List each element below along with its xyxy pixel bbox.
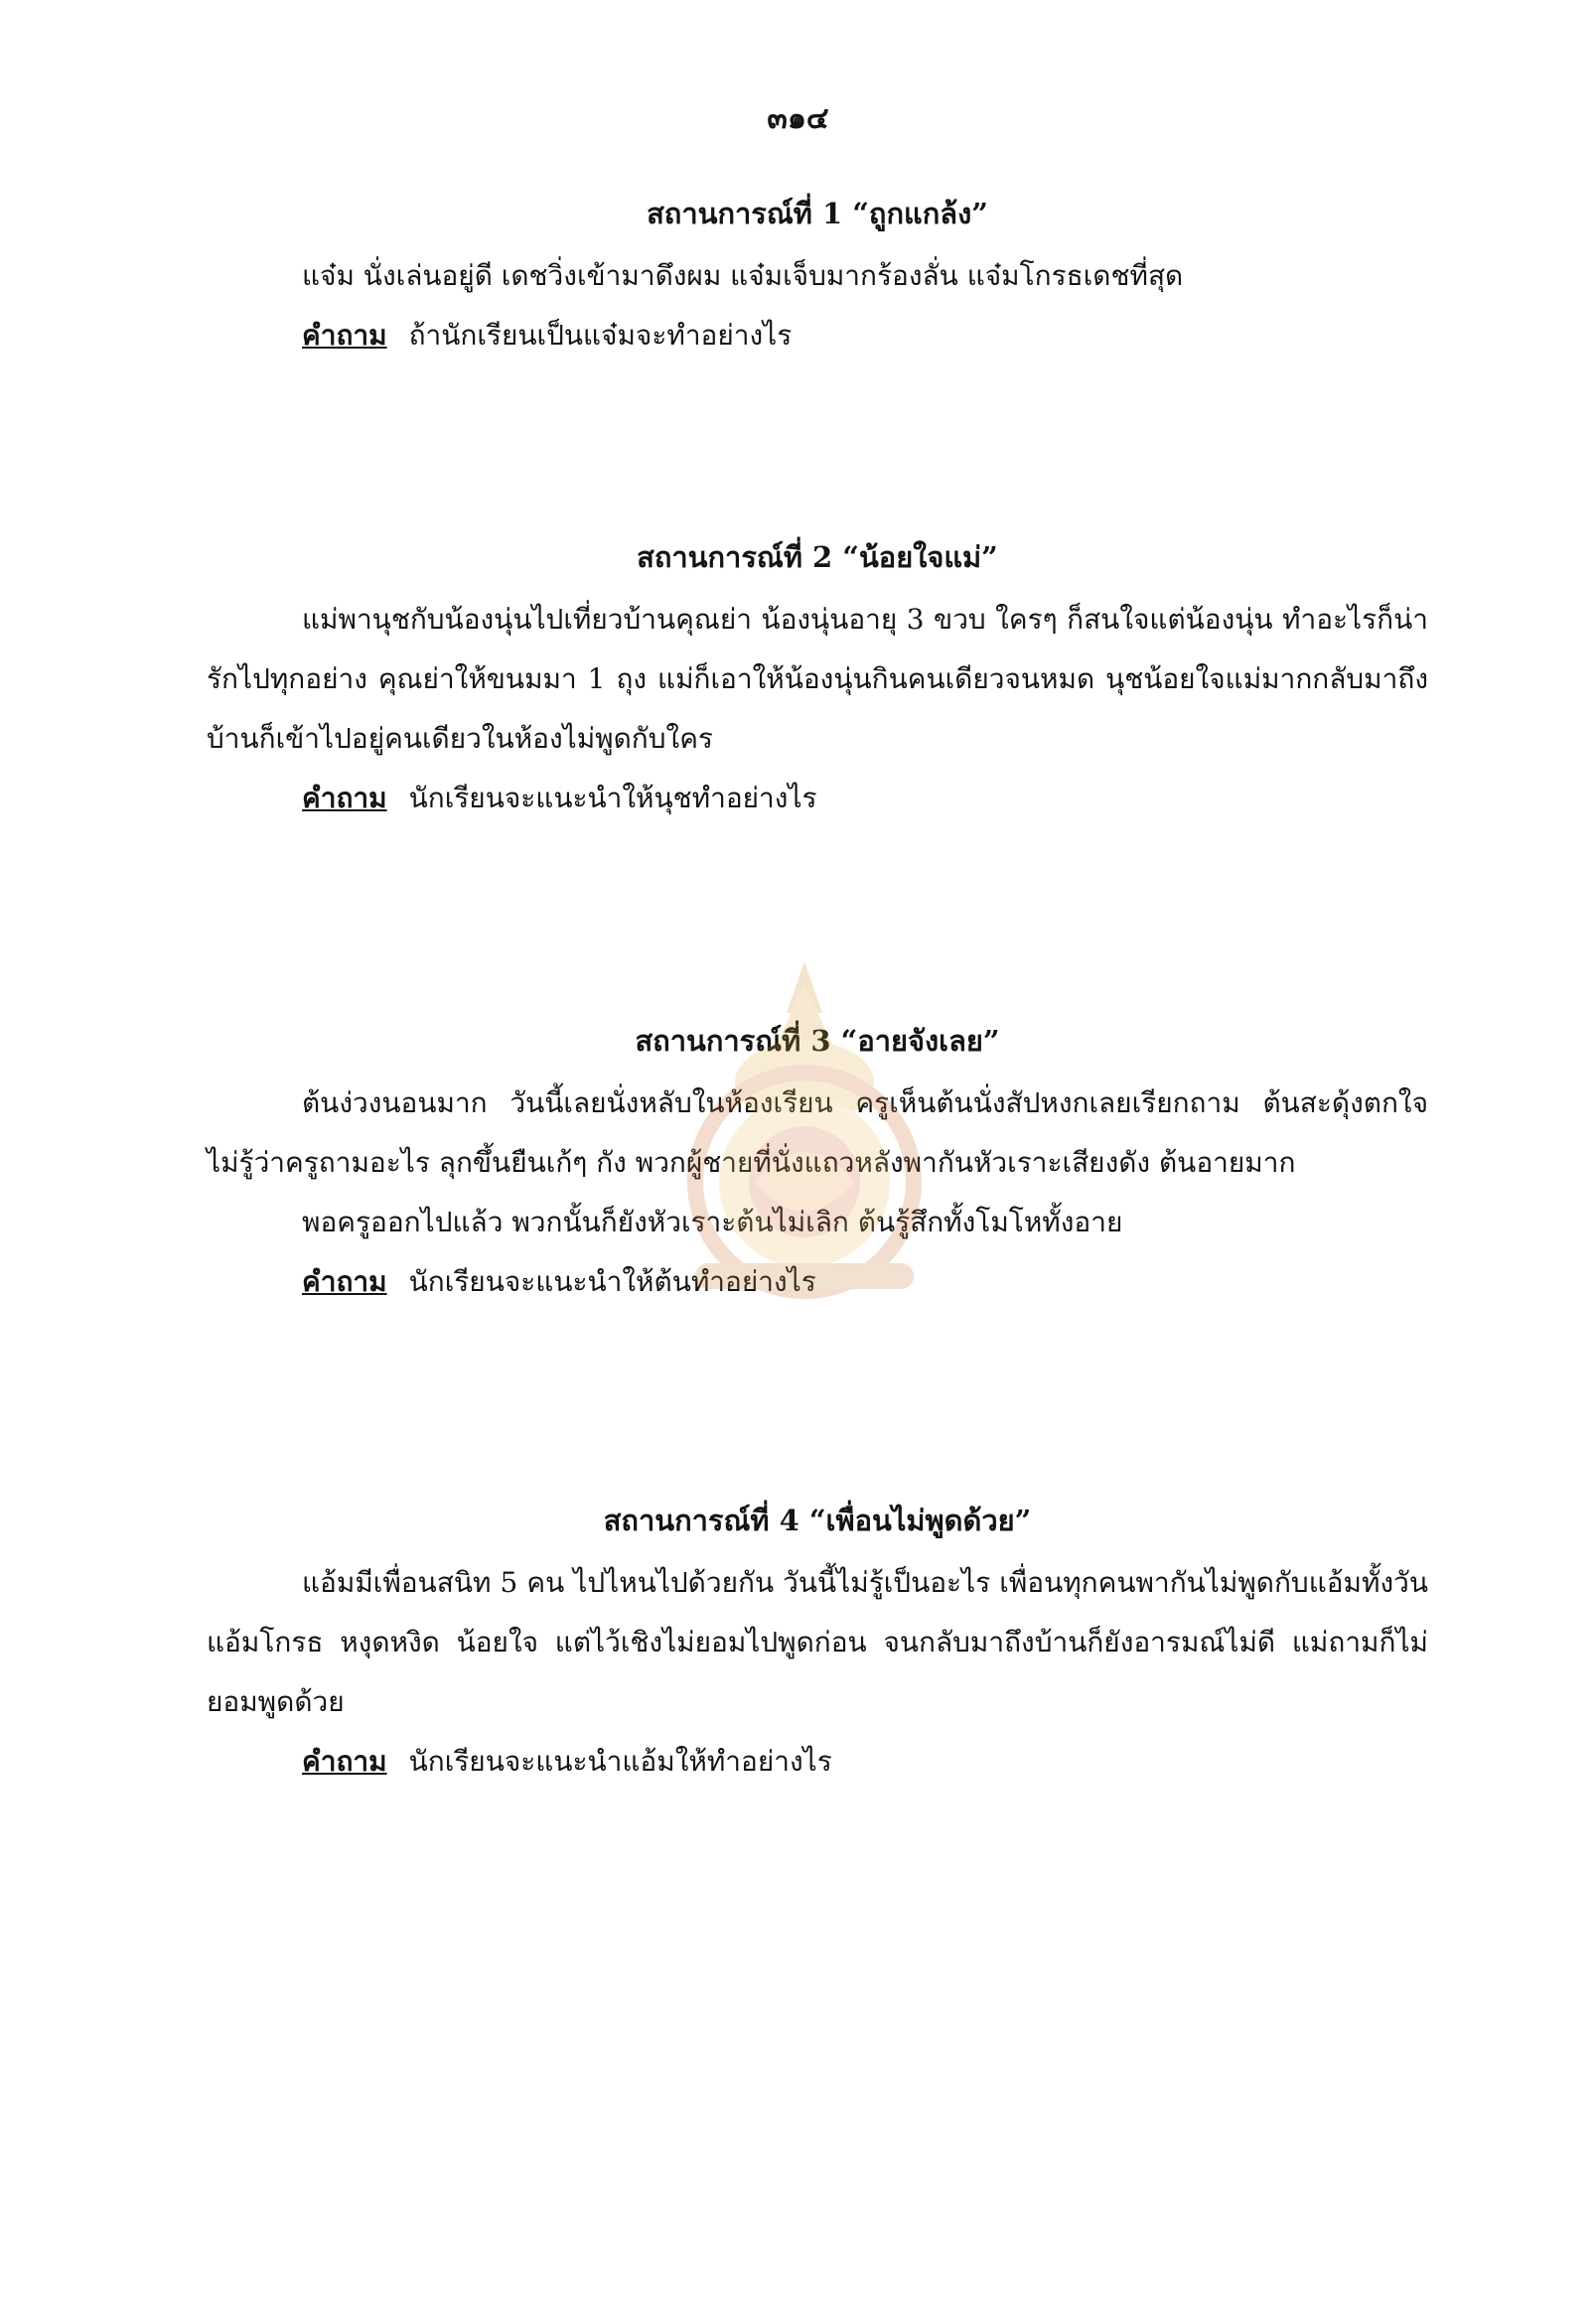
situation-paragraph: พอครูออกไปแล้ว พวกนั้นก็ยังหัวเราะต้นไม่เลิก ต้นรู้สึกทั้งโมโหทั้งอาย [302, 1206, 1123, 1238]
situation-paragraph: แอ้มมีเพื่อนสนิท 5 คน ไปไหนไปด้วยกัน วันนี้ไม่รู้เป็นอะไร เพื่อนทุกคนพากันไม่พูดกับแอ้มทั้งวัน แอ้มโกรธ หงุดหงิด น้อยใจ แต่ไว้เชิงไม่ยอมไปพูดก่อน จนกลับมาถึงบ้านก็ยังอารมณ์ไม่ดี แม่ถามก็ไม่ยอมพูดด้วย [207, 1566, 1428, 1718]
situation-4 [207, 1498, 1428, 1792]
question [207, 306, 1428, 365]
question-label: คำถาม [302, 782, 387, 814]
question [207, 1252, 1428, 1312]
question [207, 769, 1428, 828]
situation-3 [207, 1018, 1428, 1312]
situation-2 [207, 534, 1428, 828]
page-number: ๓๑๔ [767, 101, 829, 136]
question-text: นักเรียนจะแนะนำให้นุชทำอย่างไร [408, 782, 817, 814]
question-text: นักเรียนจะแนะนำแอ้มให้ทำอย่างไร [408, 1745, 832, 1778]
situation-title: สถานการณ์ที่ 4 “เพื่อนไม่พูดด้วย” [603, 1504, 1032, 1537]
question-text: ถ้านักเรียนเป็นแจ๋มจะทำอย่างไร [408, 319, 793, 352]
question-text: นักเรียนจะแนะนำให้ต้นทำอย่างไร [408, 1265, 816, 1298]
situation-title: สถานการณ์ที่ 3 “อายจังเลย” [635, 1024, 1000, 1058]
question-label: คำถาม [302, 1265, 387, 1298]
situation-paragraph: แจ๋ม นั่งเล่นอยู่ดี เดชวิ่งเข้ามาดึงผม แจ๋มเจ็บมากร้องลั่น แจ๋มโกรธเดชที่สุด [302, 259, 1184, 292]
question-label: คำถาม [302, 319, 387, 352]
situation-title: สถานการณ์ที่ 1 “ถูกแกล้ง” [647, 197, 988, 230]
question-label: คำถาม [302, 1745, 387, 1778]
situation-paragraph: แม่พานุชกับน้องนุ่นไปเที่ยวบ้านคุณย่า น้องนุ่นอายุ 3 ขวบ ใครๆ ก็สนใจแต่น้องนุ่น ทำอะไรก็น่ารักไปทุกอย่าง คุณย่าให้ขนมมา 1 ถุง แม่ก็เอาให้น้องนุ่นกินคนเดียวจนหมด นุชน้อยใจแม่มากกลับมาถึงบ้านก็เข้าไปอยู่คนเดียวในห้องไม่พูดกับใคร [207, 603, 1428, 755]
situation-1 [207, 191, 1428, 365]
situation-title: สถานการณ์ที่ 2 “น้อยใจแม่” [637, 540, 998, 574]
situation-paragraph: ต้นง่วงนอนมาก วันนี้เลยนั่งหลับในห้องเรียน ครูเห็นต้นนั่งสัปหงกเลยเรียกถาม ต้นสะดุ้งตกใจไม่รู้ว่าครูถามอะไร ลุกขึ้นยืนเก้ๆ กัง พวกผู้ชายที่นั่งแถวหลังพากันหัวเราะเสียงดัง ต้นอายมาก [207, 1086, 1428, 1179]
question [207, 1732, 1428, 1792]
